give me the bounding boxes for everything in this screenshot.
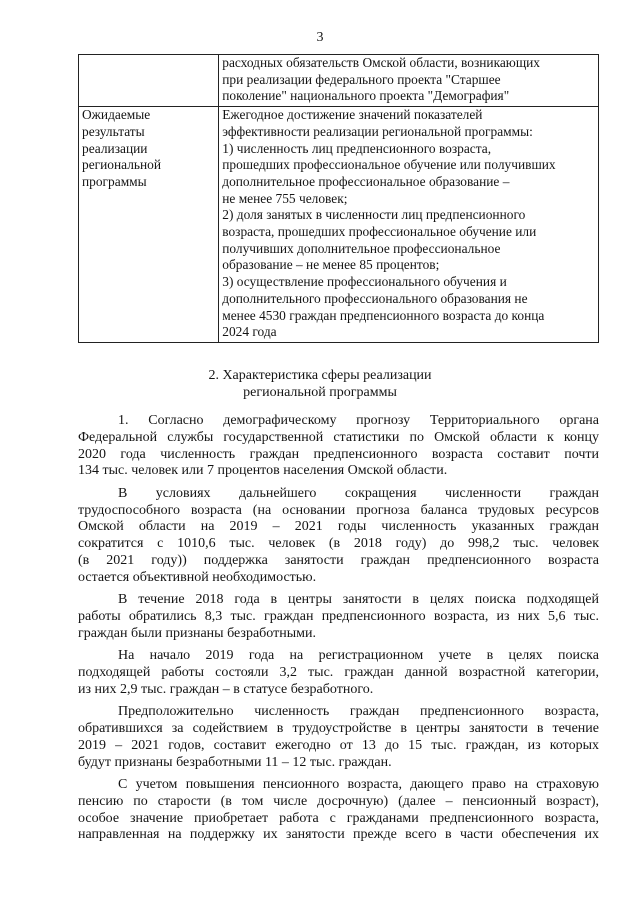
table-label-line: реализации — [82, 140, 148, 156]
table-text-line: дополнительное профессиональное образование – — [222, 173, 510, 189]
paragraph-line: 134 тыс. человек или 7 процентов населения Омской области. — [78, 463, 448, 479]
paragraph-line: 2019 – 2021 годов, составит ежегодно от 13 до 15 тыс. граждан, из которых — [78, 737, 599, 753]
section-title-line: региональной программы — [243, 384, 397, 400]
paragraph — [78, 648, 599, 698]
paragraph-line: сократится с 1010,6 тыс. человек (в 2018 году) до 998,2 тыс. человек — [78, 536, 599, 552]
table-text-line: при реализации федерального проекта "Старшее — [222, 71, 501, 87]
table-text-line: не менее 755 человек; — [222, 190, 348, 206]
paragraph — [78, 777, 599, 844]
body-text — [78, 413, 599, 850]
page-number: 3 — [316, 30, 324, 45]
paragraph-line: В течение 2018 года в центры занятости в целях поиска подходящей — [118, 592, 599, 608]
paragraph-line: подходящей работы состояли 3,2 тыс. граждан данной возрастной категории, — [78, 664, 599, 680]
paragraph-line: 2020 года численность граждан предпенсионного возраста составит почти — [78, 446, 599, 462]
table-label-cell — [79, 55, 219, 107]
table-text-line: дополнительного профессионального образования не — [222, 290, 528, 306]
table-label-line: Ожидаемые — [82, 107, 151, 123]
paragraph — [78, 413, 599, 480]
table-text-line: менее 4530 граждан предпенсионного возраста до конца — [222, 307, 545, 323]
paragraph-line: особое значение приобретает работа с гражданами предпенсионного возраста, — [78, 810, 599, 826]
paragraph-line: работы обратились 8,3 тыс. граждан предпенсионного возраста, из них 5,6 тыс. — [78, 608, 599, 624]
paragraph — [78, 592, 599, 642]
paragraph-line: 1. Согласно демографическому прогнозу Территориального органа — [118, 413, 599, 428]
table-text-line: 1) численность лиц предпенсионного возраста, — [222, 140, 492, 156]
table-text-line: получивших дополнительное профессиональное — [222, 240, 501, 256]
paragraph — [78, 704, 599, 771]
table-text-line: поколение" национального проекта "Демография" — [222, 88, 510, 104]
table-text-line: эффективности реализации региональной программы: — [222, 123, 533, 139]
table-text-line: образование – не менее 85 процентов; — [222, 257, 440, 273]
table-text-line: 2) доля занятых в численности лиц предпенсионного — [222, 207, 526, 223]
table-label-line: региональной — [82, 157, 162, 173]
paragraph-line: будут признаны безработными 11 – 12 тыс. граждан. — [78, 754, 392, 770]
table-content-cell — [219, 107, 599, 343]
program-summary-table — [78, 54, 599, 343]
section-title-line: 2. Характеристика сферы реализации — [208, 368, 432, 383]
paragraph-line: граждан были признаны безработными. — [78, 625, 316, 641]
table-label-line: результаты — [82, 123, 145, 139]
table-row — [79, 55, 599, 107]
paragraph-line: На начало 2019 года на регистрационном учете в целях поиска — [118, 648, 599, 664]
table-text-line: возраста, прошедших профессиональное обучение или — [222, 224, 537, 240]
paragraph-line: В условиях дальнейшего сокращения численности граждан — [118, 485, 599, 501]
table-row — [79, 107, 599, 343]
table-label-cell — [79, 107, 219, 343]
paragraph-line: трудоспособного возраста (на основании прогноза баланса трудовых ресурсов — [78, 502, 599, 518]
paragraph-line: из них 2,9 тыс. граждан – в статусе безработного. — [78, 681, 374, 697]
paragraph-line: пенсию по старости (в том числе досрочную) (далее – пенсионный возраст), — [78, 793, 599, 809]
paragraph-line: остается объективной необходимостью. — [78, 569, 317, 585]
table-text-line: прошедших профессиональное обучение или получивших — [222, 157, 556, 173]
paragraph-line: обратившихся за содействием в трудоустройстве в центры занятости в течение — [78, 720, 599, 736]
paragraph-line: Омской области на 2019 – 2021 годы численность указанных граждан — [78, 519, 599, 535]
table-text-line: 3) осуществление профессионального обучения и — [222, 274, 507, 290]
table-text-line: расходных обязательств Омской области, возникающих — [222, 55, 540, 70]
paragraph-line: С учетом повышения пенсионного возраста, дающего право на страховую — [118, 776, 599, 792]
table-label-line: программы — [82, 173, 147, 189]
table-text-line: Ежегодное достижение значений показателей — [222, 107, 483, 123]
paragraph-line: Федеральной службы государственной статистики по Омской области к концу — [78, 429, 599, 445]
paragraph — [78, 486, 599, 587]
paragraph-line: направленная на поддержку их занятости прежде всего в части обеспечения их — [78, 827, 599, 843]
table-text-line: 2024 года — [222, 324, 277, 340]
section-title — [0, 368, 640, 401]
table-content-cell — [219, 55, 599, 107]
paragraph-line: (в 2021 году)) поддержка занятости граждан предпенсионного возраста — [78, 552, 599, 568]
paragraph-line: Предположительно численность граждан предпенсионного возраста, — [118, 704, 599, 720]
